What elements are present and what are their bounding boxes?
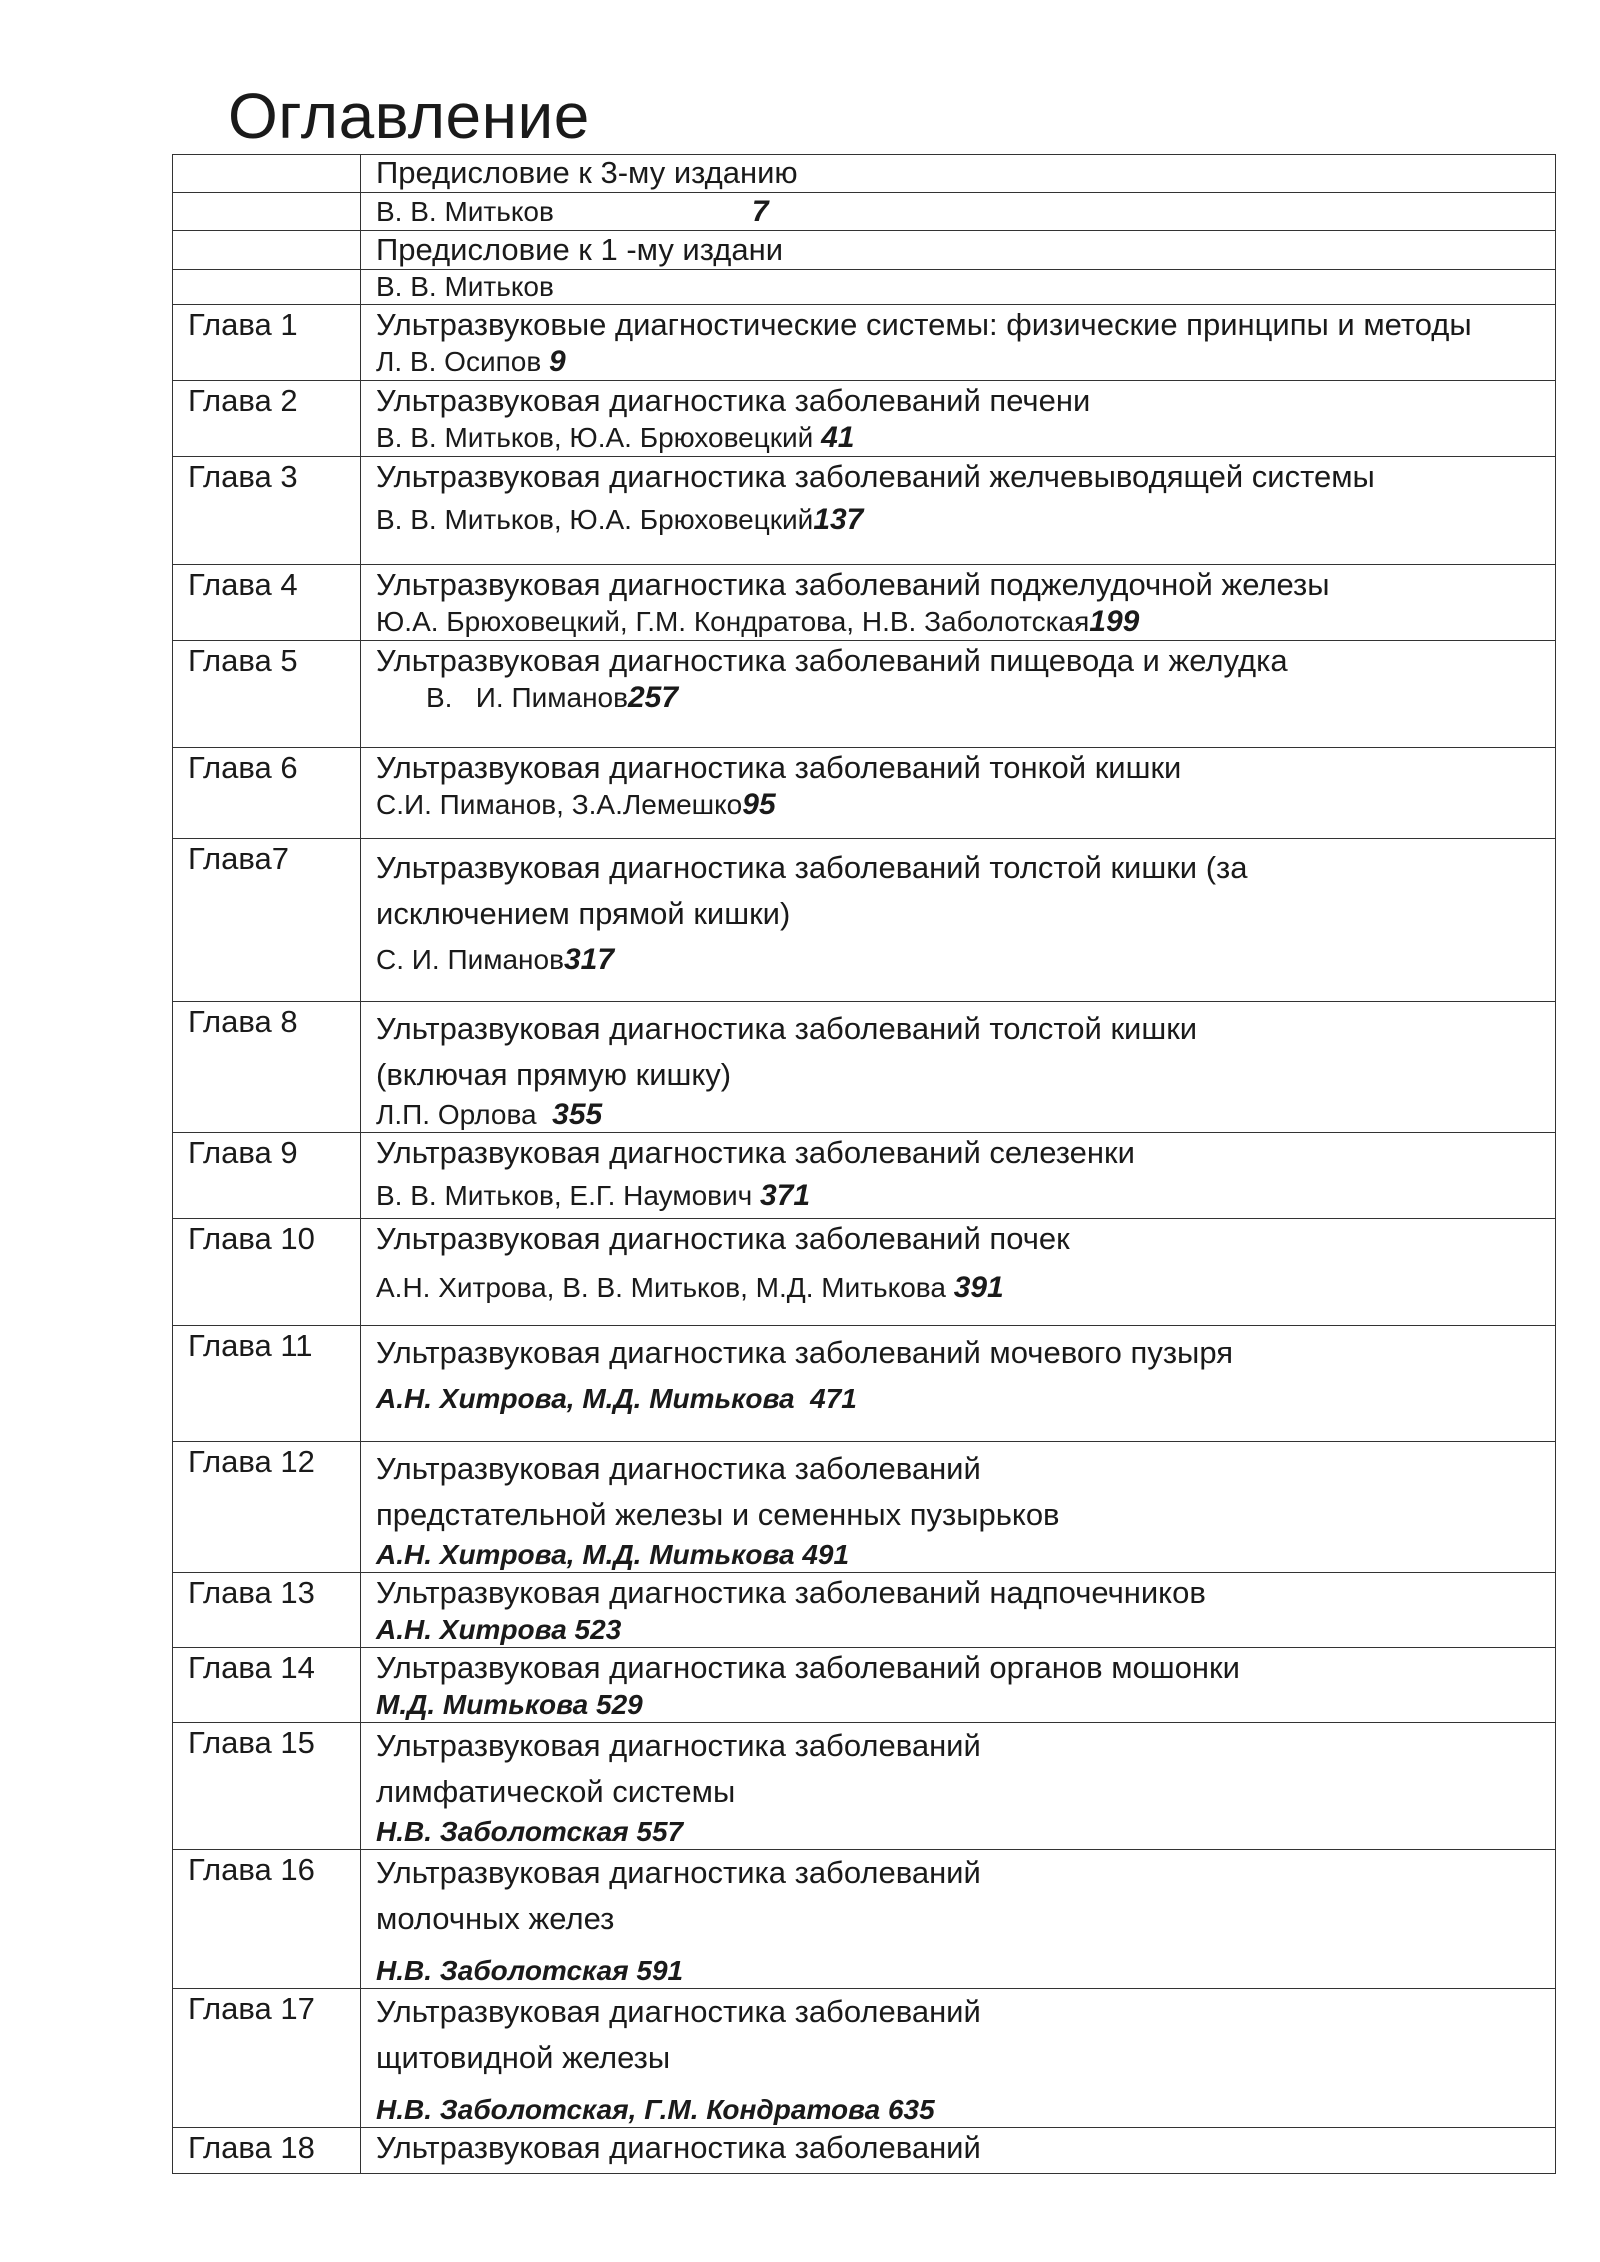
entry-title-line: Ультразвуковая диагностика заболеваний: [376, 1728, 981, 1763]
chapter-number: Глава 2: [173, 381, 361, 457]
entry-author: Н.В. Заболотская 557: [376, 1816, 684, 1847]
author-names: Л. В. Осипов: [376, 346, 549, 377]
chapter-number: Глава 1: [173, 305, 361, 381]
entry-author: [376, 1179, 1545, 1213]
toc-row: [173, 270, 1556, 305]
entry-author: [376, 943, 1545, 977]
entry-title: Предисловие к 3-му изданию: [376, 155, 798, 190]
entry-author: [376, 605, 1545, 639]
toc-row: [173, 1133, 1556, 1219]
page-number: 355: [552, 1098, 603, 1131]
entry-title: Ультразвуковые диагностические системы: физические принципы и методы: [376, 307, 1472, 342]
entry-author: [376, 788, 1545, 822]
entry-author: А.Н. Хитрова, М.Д. Митькова 471: [376, 1383, 857, 1414]
entry-title-line: Ультразвуковая диагностика заболеваний толстой кишки: [376, 1011, 1198, 1046]
chapter-number: Глава 16: [173, 1850, 361, 1989]
chapter-number: Глава 18: [173, 2128, 361, 2174]
entry-title-line: молочных желез: [376, 1901, 615, 1936]
toc-row: [173, 748, 1556, 839]
entry-title: Ультразвуковая диагностика заболеваний надпочечников: [376, 1575, 1206, 1610]
toc-row: [173, 1723, 1556, 1850]
chapter-number: [173, 193, 361, 231]
toc-entry: [361, 270, 1556, 305]
toc-row: [173, 457, 1556, 565]
entry-title-line: предстательной железы и семенных пузырьков: [376, 1497, 1060, 1532]
entry-author: [376, 193, 1545, 230]
entry-author: М.Д. Митькова 529: [376, 1689, 643, 1720]
entry-title: Предисловие к 1 -му издани: [376, 232, 784, 267]
toc-entry: [361, 231, 1556, 270]
entry-title-line: исключением прямой кишки): [376, 896, 791, 931]
page-number: 9: [548, 345, 566, 378]
toc-entry: [361, 1326, 1556, 1442]
entry-author: А.Н. Хитрова 523: [376, 1614, 622, 1645]
chapter-number: Глава 15: [173, 1723, 361, 1850]
toc-entry: [361, 457, 1556, 565]
toc-entry: [361, 2128, 1556, 2174]
entry-title: Ультразвуковая диагностика заболеваний селезенки: [376, 1135, 1135, 1170]
entry-title: Ультразвуковая диагностика заболеваний печени: [376, 383, 1091, 418]
chapter-number: [173, 155, 361, 193]
entry-author: [376, 1098, 1545, 1132]
chapter-number: Глава 10: [173, 1219, 361, 1326]
toc-entry: [361, 155, 1556, 193]
page-number: 41: [821, 421, 855, 454]
toc-entry: [361, 305, 1556, 381]
entry-title-line: Ультразвуковая диагностика заболеваний толстой кишки (за: [376, 850, 1248, 885]
toc-entry: [361, 839, 1556, 1002]
entry-title-line: лимфатической системы: [376, 1774, 736, 1809]
toc-entry: [361, 1573, 1556, 1648]
entry-title: Ультразвуковая диагностика заболеваний органов мошонки: [376, 1650, 1240, 1685]
entry-author: [376, 421, 1545, 455]
page-number: 371: [760, 1179, 811, 1212]
entry-title: Ультразвуковая диагностика заболеваний тонкой кишки: [376, 750, 1182, 785]
page-number: 7: [751, 195, 769, 228]
toc-row: [173, 1989, 1556, 2128]
author-names: Ю.А. Брюховецкий, Г.М. Кондратова, Н.В. Заболотская: [376, 606, 1090, 637]
author-names: В. В. Митьков, Ю.А. Брюховецкий: [376, 504, 814, 535]
toc-row: [173, 305, 1556, 381]
entry-title: Ультразвуковая диагностика заболеваний почек: [376, 1221, 1070, 1256]
toc-entry: [361, 1442, 1556, 1573]
chapter-number: Глава 3: [173, 457, 361, 565]
author-names: Л.П. Орлова: [376, 1099, 553, 1130]
toc-entry: [361, 1723, 1556, 1850]
entry-author: [376, 345, 1545, 379]
page-number: 317: [563, 943, 615, 976]
toc-entry: [361, 1648, 1556, 1723]
author-names: С. И. Пиманов: [376, 944, 564, 975]
page-title: Оглавление: [228, 80, 590, 152]
chapter-number: Глава 6: [173, 748, 361, 839]
entry-title-line: Ультразвуковая диагностика заболеваний: [376, 1994, 981, 2029]
toc-entry: [361, 1133, 1556, 1219]
toc-row: [173, 1573, 1556, 1648]
author-names: В. В. Митьков: [376, 196, 554, 227]
toc-row: [173, 193, 1556, 231]
toc-entry: [361, 1989, 1556, 2128]
author-names: В. В. Митьков, Ю.А. Брюховецкий: [376, 422, 822, 453]
toc-entry: [361, 193, 1556, 231]
toc-row: [173, 1002, 1556, 1133]
chapter-number: Глава 11: [173, 1326, 361, 1442]
toc-entry: [361, 381, 1556, 457]
entry-title-line: Ультразвуковая диагностика заболеваний: [376, 1855, 981, 1890]
chapter-number: Глава 9: [173, 1133, 361, 1219]
author-names: В. И. Пиманов: [426, 682, 628, 713]
toc-table: [172, 154, 1556, 2174]
entry-author: А.Н. Хитрова, М.Д. Митькова 491: [376, 1539, 850, 1570]
page-number: 199: [1089, 605, 1140, 638]
page-number: 257: [627, 681, 679, 714]
toc-row: [173, 155, 1556, 193]
page-number: 391: [953, 1271, 1004, 1304]
chapter-number: Глава 4: [173, 565, 361, 641]
toc-entry: [361, 748, 1556, 839]
toc-row: [173, 1442, 1556, 1573]
entry-title-line: Ультразвуковая диагностика заболеваний: [376, 1451, 981, 1486]
entry-author: [376, 681, 1545, 715]
entry-author: [376, 503, 1545, 537]
toc-row: [173, 1326, 1556, 1442]
entry-title: Ультразвуковая диагностика заболеваний желчевыводящей системы: [376, 459, 1375, 494]
entry-title-line: (включая прямую кишку): [376, 1057, 732, 1092]
entry-title-line: щитовидной железы: [376, 2040, 671, 2075]
chapter-number: Глава7: [173, 839, 361, 1002]
chapter-number: Глава 14: [173, 1648, 361, 1723]
entry-author: Н.В. Заболотская 591: [376, 1955, 684, 1986]
toc-row: [173, 839, 1556, 1002]
toc-row: [173, 381, 1556, 457]
chapter-number: Глава 8: [173, 1002, 361, 1133]
toc-row: [173, 1648, 1556, 1723]
entry-author: Н.В. Заболотская, Г.М. Кондратова 635: [376, 2094, 935, 2125]
entry-title: Ультразвуковая диагностика заболеваний мочевого пузыря: [376, 1335, 1233, 1370]
chapter-number: Глава 13: [173, 1573, 361, 1648]
toc-entry: [361, 1219, 1556, 1326]
author-names: В. В. Митьков, Е.Г. Наумович: [376, 1180, 761, 1211]
toc-entry: [361, 1850, 1556, 1989]
toc-entry: [361, 1002, 1556, 1133]
toc-row: [173, 641, 1556, 748]
toc-row: [173, 1850, 1556, 1989]
chapter-number: Глава 12: [173, 1442, 361, 1573]
entry-title: Ультразвуковая диагностика заболеваний: [376, 2130, 981, 2165]
chapter-number: [173, 270, 361, 305]
page-number: 95: [742, 788, 776, 821]
entry-title: Ультразвуковая диагностика заболеваний поджелудочной железы: [376, 567, 1330, 602]
author-names: С.И. Пиманов, З.А.Лемешко: [376, 789, 743, 820]
toc-row: [173, 565, 1556, 641]
entry-author: [376, 1271, 1545, 1305]
author-names: А.Н. Хитрова, В. В. Митьков, М.Д. Митькова: [376, 1272, 954, 1303]
toc-entry: [361, 565, 1556, 641]
entry-title: Ультразвуковая диагностика заболеваний пищевода и желудка: [376, 643, 1288, 678]
toc-entry: [361, 641, 1556, 748]
toc-row: [173, 1219, 1556, 1326]
entry-author: В. В. Митьков: [376, 271, 554, 302]
page-number: 137: [813, 503, 864, 536]
chapter-number: [173, 231, 361, 270]
chapter-number: Глава 17: [173, 1989, 361, 2128]
chapter-number: Глава 5: [173, 641, 361, 748]
toc-row: [173, 231, 1556, 270]
toc-row: [173, 2128, 1556, 2174]
